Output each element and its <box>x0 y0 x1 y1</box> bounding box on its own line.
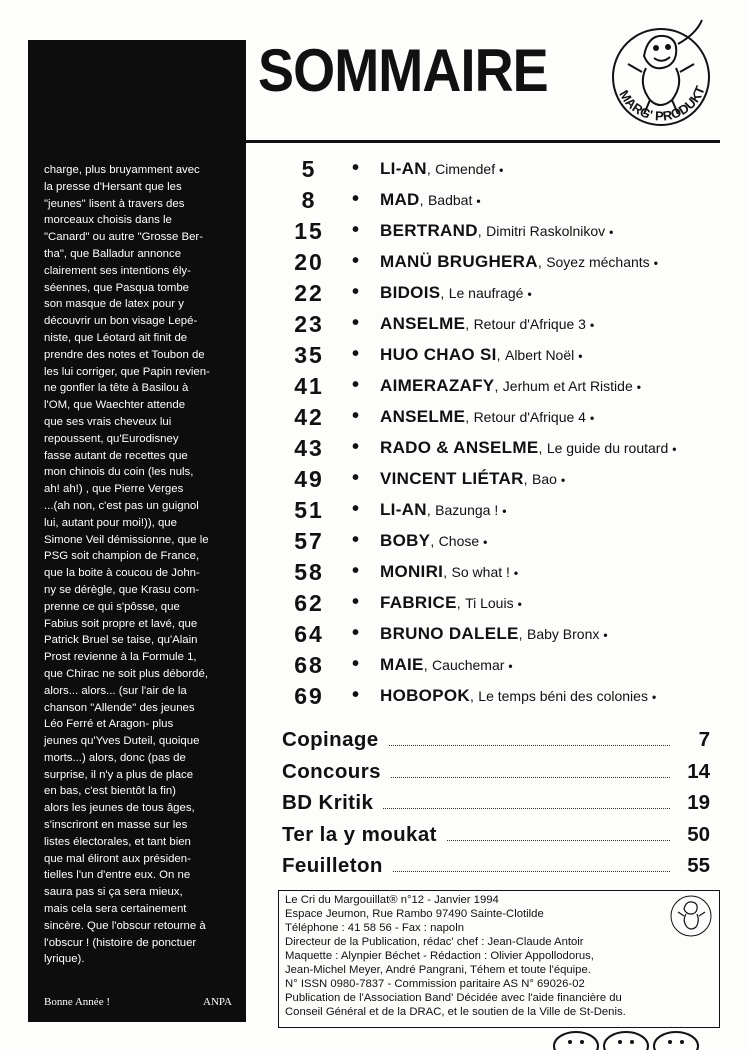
bullet-icon: • <box>352 591 360 613</box>
bullet-icon: • <box>352 281 360 303</box>
toc-page: 51 <box>294 497 324 523</box>
toc-author: LI-AN <box>380 500 427 519</box>
bullet-icon: • <box>352 374 360 396</box>
dot-leader <box>447 840 670 841</box>
toc-author: AIMERAZAFY <box>380 376 495 395</box>
editorial-line: alors... alors... (sur l'air de la <box>44 684 187 697</box>
header-black-panel <box>28 40 246 140</box>
rubrique-entry[interactable] <box>282 854 710 886</box>
editorial-line: la presse d'Hersant que les <box>44 180 182 193</box>
toc-entry[interactable]: 8 • MAD, Badbat • <box>282 187 722 218</box>
dot-leader <box>389 745 670 746</box>
editorial-line: morceaux choisis dans le <box>44 214 172 227</box>
bullet-icon: • <box>352 467 360 489</box>
toc-title: Chose <box>438 533 480 549</box>
toc-entry[interactable]: 35 • HUO CHAO SI, Albert Noël • <box>282 342 722 373</box>
bullet-icon: • <box>352 622 360 644</box>
toc-author: MAIE <box>380 655 424 674</box>
logo-text: MARG' PRODUKT <box>616 83 708 124</box>
bullet-icon: • <box>352 250 360 272</box>
toc-entry[interactable]: 58 • MONIRI, So what ! • <box>282 559 722 590</box>
editorial-line: s'inscriront en masse sur les <box>44 819 188 832</box>
editorial-line: "jeunes" lisent à travers des <box>44 197 185 210</box>
bullet-icon: • <box>352 343 360 365</box>
toc-entry[interactable]: 68 • MAIE, Cauchemar • <box>282 652 722 683</box>
dot-leader <box>393 871 670 872</box>
editorial-line: en bas, c'est bientôt la fin) <box>44 785 176 798</box>
bullet-icon: • <box>352 188 360 210</box>
toc-entry[interactable]: 23 • ANSELME, Retour d'Afrique 3 • <box>282 311 722 342</box>
toc-title: Ti Louis <box>465 595 514 611</box>
rubrique-entry[interactable] <box>282 760 710 792</box>
toc-title: Baby Bronx <box>527 626 600 642</box>
editorial-line: que mal éliront aux présiden- <box>44 852 191 865</box>
colophon-line: N° ISSN 0980-7837 - Commission paritaire AS N° 69026-02 <box>285 978 585 990</box>
toc-page: 57 <box>294 528 324 554</box>
colophon-line: Maquette : Alynpier Béchet - Rédaction : Olivier Appollodorus, <box>285 950 594 962</box>
bullet-icon: • <box>352 684 360 706</box>
editorial-line: que la boite à coucou de John- <box>44 567 200 580</box>
editorial-line: sincère. Que l'obscur retourne à <box>44 919 206 932</box>
editorial-line: Fabius soit propre et lavé, que <box>44 617 198 630</box>
editorial-line: mon chinois du coin (les nuls, <box>44 466 194 479</box>
toc-title: Dimitri Raskolnikov <box>486 223 606 239</box>
editorial-line: tha", que Balladur annonce <box>44 247 182 260</box>
editorial-line: lyrique). <box>44 953 85 966</box>
toc-page: 58 <box>294 559 324 585</box>
toc-author: BERTRAND <box>380 221 478 240</box>
bullet-icon: • <box>352 436 360 458</box>
toc-page: 20 <box>294 249 324 275</box>
toc-author: MANÜ BRUGHERA <box>380 252 538 271</box>
toc-page: 69 <box>294 683 324 709</box>
toc-entry[interactable]: 43 • RADO & ANSELME, Le guide du routard • <box>282 435 722 466</box>
editorial-line: chanson "Allende" des jeunes <box>44 701 195 714</box>
margouillat-logo-icon <box>598 14 724 140</box>
rubrique-label: Copinage <box>282 728 379 751</box>
editorial-line: saura pas si ça sera mieux, <box>44 886 183 899</box>
toc-page: 62 <box>294 590 324 616</box>
bullet-icon: • <box>352 653 360 675</box>
toc-title: Cimendef <box>435 161 496 177</box>
editorial-line: alors les jeunes de tous âges, <box>44 802 195 815</box>
editorial-line: jeunes qu'Yves Duteil, quoique <box>44 735 200 748</box>
dot-leader <box>383 808 670 809</box>
toc-entry[interactable]: 20 • MANÜ BRUGHERA, Soyez méchants • <box>282 249 722 280</box>
bullet-icon: • <box>352 312 360 334</box>
editorial-line: séennes, que Pasqua tombe <box>44 281 190 294</box>
rubrique-page: 55 <box>687 854 710 877</box>
editorial-line: ne gonfler la tête à Basilou à <box>44 382 189 395</box>
editorial-line: Léo Ferré et Aragon- plus <box>44 718 174 731</box>
greeting: Bonne Année ! <box>44 996 110 1008</box>
toc-page: 15 <box>294 218 324 244</box>
editorial-line: que Chirac ne soit plus débordé, <box>44 667 209 680</box>
editorial-line: listes électorales, et tant bien <box>44 835 191 848</box>
rubrique-label: Feuilleton <box>282 854 383 877</box>
toc-entry[interactable]: 5 • LI-AN, Cimendef • <box>282 156 722 187</box>
editorial-line: les lui corriger, que Papin revien- <box>44 365 210 378</box>
toc-author: FABRICE <box>380 593 457 612</box>
title-rule <box>246 140 720 143</box>
signature: ANPA <box>203 996 232 1008</box>
toc-author: LI-AN <box>380 159 427 178</box>
toc-entry[interactable]: 15 • BERTRAND, Dimitri Raskolnikov • <box>282 218 722 249</box>
toc-entry[interactable]: 49 • VINCENT LIÉTAR, Bao • <box>282 466 722 497</box>
svg-text:MARG' PRODUKT <box>616 84 708 124</box>
small-margouillat-logo-icon <box>668 893 714 939</box>
colophon-box <box>278 890 720 1028</box>
colophon-line: Jean-Michel Meyer, André Pangrani, Téhem et toute l'équipe. <box>285 964 591 976</box>
bullet-icon: • <box>352 529 360 551</box>
editorial-line: l'OM, que Waechter attende <box>44 399 186 412</box>
toc-page: 68 <box>294 652 324 678</box>
toc-page: 49 <box>294 466 324 492</box>
rubrique-label: BD Kritik <box>282 791 374 814</box>
rubrique-page: 14 <box>687 759 710 783</box>
editorial-line: prenne ce qui s'pôsse, que <box>44 600 180 613</box>
toc-author: BRUNO DALELE <box>380 624 519 643</box>
rubrique-page: 19 <box>687 791 710 814</box>
toc-author: RADO & ANSELME <box>380 438 539 457</box>
toc-title: Albert Noël <box>504 347 575 363</box>
bullet-icon: • <box>352 157 360 179</box>
editorial-line: charge, plus bruyamment avec <box>44 164 200 176</box>
colophon-line: Directeur de la Publication, rédac' chef : Jean-Claude Antoir <box>285 936 584 948</box>
toc-page: 35 <box>294 342 324 368</box>
editorial-line: PSG soit champion de France, <box>44 550 200 563</box>
rubrique-entry[interactable] <box>282 791 710 823</box>
editorial-footer <box>44 996 232 1008</box>
toc-title: Badbat <box>427 192 473 208</box>
table-of-contents <box>282 156 722 714</box>
toc-entry[interactable]: 69 • HOBOPOK, Le temps béni des colonies • <box>282 683 722 714</box>
toc-page: 43 <box>294 435 324 461</box>
editorial-line: mais cela sera certainement <box>44 903 187 916</box>
rubrique-page: 50 <box>687 822 710 846</box>
editorial-line: prendre des notes et Toubon de <box>44 348 205 361</box>
rubrique-page: 7 <box>698 728 710 751</box>
editorial-line: repoussent, qu'Eurodisney <box>44 432 179 445</box>
toc-entry[interactable]: 51 • LI-AN, Bazunga ! • <box>282 497 722 528</box>
toc-page: 23 <box>294 311 324 337</box>
editorial-line: clairement ses intentions ély- <box>44 264 191 277</box>
bullet-icon: • <box>352 560 360 582</box>
toc-author: HUO CHAO SI <box>380 345 497 364</box>
editorial-line: "Canard" ou autre "Grosse Ber- <box>44 231 204 244</box>
bullet-icon: • <box>352 498 360 520</box>
toc-title: Le naufragé <box>448 285 524 301</box>
editorial-line: l'obscur ! (histoire de ponctuer <box>44 936 197 949</box>
editorial-line: Prost revienne à la Formule 1, <box>44 651 197 664</box>
editorial-line: Simone Veil démissionne, que le <box>44 533 209 546</box>
editorial-line: Patrick Bruel se taise, qu'Alain <box>44 634 198 647</box>
toc-title: Retour d'Afrique 3 <box>473 316 586 332</box>
toc-author: MONIRI <box>380 562 444 581</box>
rubrique-label: Ter la y moukat <box>282 822 437 846</box>
colophon-line: Téléphone : 41 58 56 - Fax : napoln <box>285 922 464 934</box>
editorial-line: ny se dérègle, que Krasu com- <box>44 583 200 596</box>
bullet-icon: • <box>352 405 360 427</box>
toc-title: Le guide du routard <box>546 440 669 456</box>
rubrique-entry[interactable] <box>282 823 710 855</box>
dot-leader <box>391 777 670 778</box>
toc-author: MAD <box>380 190 420 209</box>
bottom-characters-icon <box>546 1030 706 1050</box>
toc-author: ANSELME <box>380 407 466 426</box>
toc-entry[interactable]: 42 • ANSELME, Retour d'Afrique 4 • <box>282 404 722 435</box>
toc-entry[interactable]: 22 • BIDOIS, Le naufragé • <box>282 280 722 311</box>
editorial-line: découvrir un bon visage Lepé- <box>44 315 198 328</box>
editorial-line: morts...) alors, donc (pas de <box>44 751 186 764</box>
toc-author: BOBY <box>380 531 431 550</box>
toc-entry[interactable]: 64 • BRUNO DALELE, Baby Bronx • <box>282 621 722 652</box>
rubriques-list <box>282 728 710 886</box>
toc-title: Retour d'Afrique 4 <box>473 409 586 425</box>
toc-author: HOBOPOK <box>380 686 470 705</box>
toc-title: So what ! <box>451 564 510 580</box>
toc-author: BIDOIS <box>380 283 441 302</box>
toc-page: 22 <box>294 280 324 306</box>
rubrique-entry[interactable] <box>282 728 710 760</box>
colophon-line: Le Cri du Margouillat® n°12 - Janvier 1994 <box>285 894 499 906</box>
editorial-line: ...(ah non, c'est pas un guignol <box>44 499 199 512</box>
toc-title: Jerhum et Art Ristide <box>502 378 633 394</box>
toc-page: 8 <box>301 187 317 213</box>
toc-page: 5 <box>301 156 317 182</box>
toc-title: Cauchemar <box>432 657 505 673</box>
colophon-line: Publication de l'Association Band' Décidée avec l'aide financière du <box>285 992 622 1004</box>
toc-entry[interactable]: 62 • FABRICE, Ti Louis • <box>282 590 722 621</box>
editorial-line: son masque de latex pour y <box>44 298 184 311</box>
colophon-line: Conseil Général et de la DRAC, et le soutien de la Ville de St-Denis. <box>285 1006 626 1018</box>
toc-title: Soyez méchants <box>546 254 650 270</box>
toc-author: ANSELME <box>380 314 466 333</box>
bullet-icon: • <box>352 219 360 241</box>
toc-page: 64 <box>294 621 324 647</box>
toc-title: Le temps béni des colonies <box>478 688 648 704</box>
editorial-line: ah! ah!) , que Pierre Verges <box>44 483 184 496</box>
toc-page: 41 <box>294 373 324 399</box>
toc-page: 42 <box>294 404 324 430</box>
editorial-line: surprise, il n'y a plus de place <box>44 768 194 781</box>
editorial-line: que ses vrais cheveux lui <box>44 415 172 428</box>
editorial-line: tielles l'un d'entre eux. On ne <box>44 869 191 882</box>
colophon-line: Espace Jeumon, Rue Rambo 97490 Sainte-Clotilde <box>285 908 544 920</box>
toc-entry[interactable]: 41 • AIMERAZAFY, Jerhum et Art Ristide • <box>282 373 722 404</box>
toc-author: VINCENT LIÉTAR <box>380 469 524 488</box>
toc-title: Bazunga ! <box>435 502 499 518</box>
editorial-line: lui, autant pour moi!)), que <box>44 516 177 529</box>
editorial-line: niste, que Léotard ait finit de <box>44 331 188 344</box>
rubrique-label: Concours <box>282 759 381 783</box>
toc-title: Bao <box>532 471 557 487</box>
page-title: SOMMAIRE <box>258 37 548 104</box>
editorial-line: fasse autant de recettes que <box>44 449 188 462</box>
toc-entry[interactable]: 57 • BOBY, Chose • <box>282 528 722 559</box>
editorial-text <box>44 162 232 968</box>
